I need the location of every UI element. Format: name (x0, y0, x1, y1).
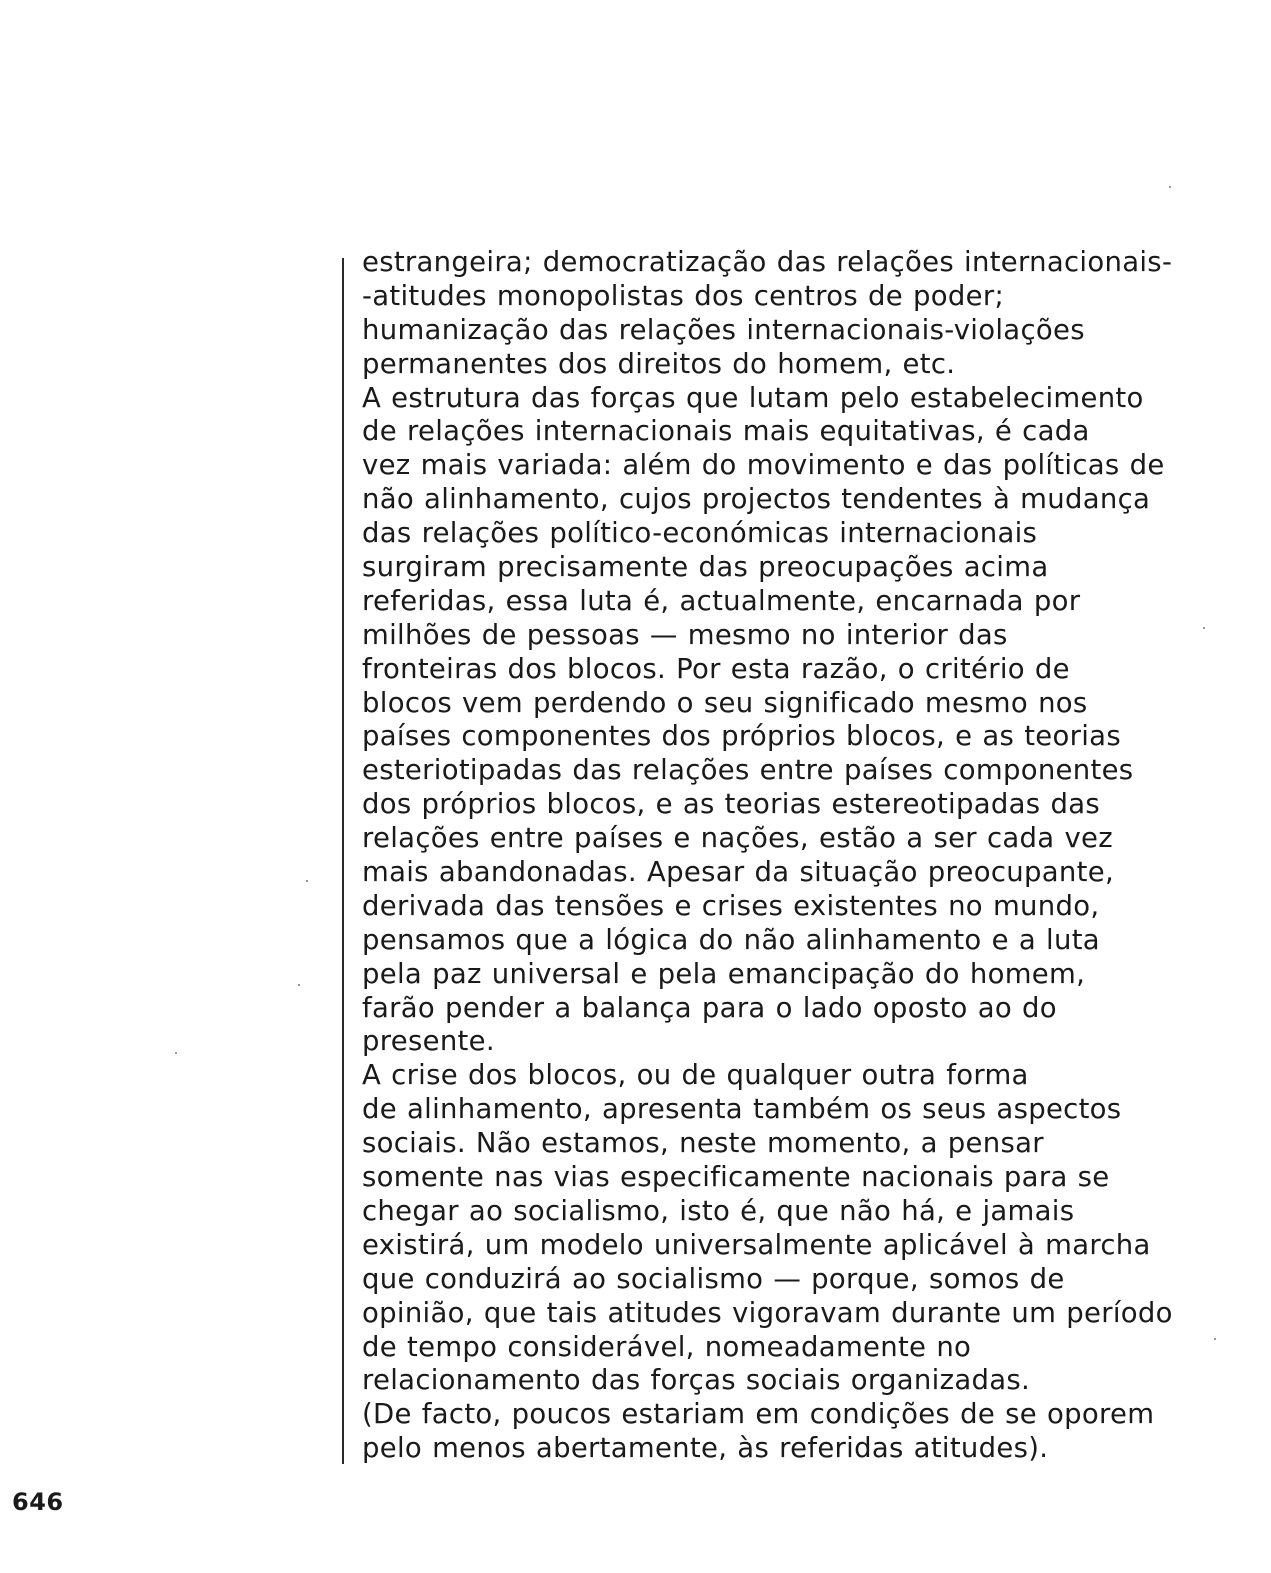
text-line: pelo menos abertamente, às referidas atitudes). (362, 1432, 1049, 1465)
scan-speck (298, 984, 300, 986)
scan-speck (306, 880, 308, 882)
text-line: presente. (362, 1025, 495, 1058)
text-line: opinião, que tais atitudes vigoravam durante um período (362, 1296, 1173, 1329)
text-line: surgiram precisamente das preocupações acima (362, 551, 1049, 584)
text-line: referidas, essa luta é, actualmente, encarnada por (362, 584, 1081, 617)
text-line: humanização das relações internacionais-violações (362, 313, 1085, 346)
scan-speck (1214, 1338, 1216, 1340)
text-line: A crise dos blocos, ou de qualquer outra forma (362, 1059, 1029, 1092)
text-line: blocos vem perdendo o seu significado mesmo nos (362, 686, 1088, 719)
text-line: somente nas vias especificamente nacionais para se (362, 1161, 1110, 1194)
text-line: dos próprios blocos, e as teorias estereotipadas das (362, 788, 1101, 821)
text-line: pensamos que a lógica do não alinhamento e a luta (362, 923, 1100, 956)
text-line: de alinhamento, apresenta também os seus aspectos (362, 1093, 1122, 1126)
body-text (362, 246, 1242, 1466)
text-line: milhões de pessoas — mesmo no interior das (362, 618, 1008, 651)
text-line: chegar ao socialismo, isto é, que não há, e jamais (362, 1194, 1075, 1227)
text-line: A estrutura das forças que lutam pelo estabelecimento (362, 381, 1144, 414)
text-line: não alinhamento, cujos projectos tendentes à mudança (362, 483, 1151, 516)
text-line: -atitudes monopolistas dos centros de poder; (362, 279, 1005, 312)
text-line: das relações político-económicas internacionais (362, 517, 1038, 550)
text-line: pela paz universal e pela emancipação do homem, (362, 957, 1086, 990)
text-line: derivada das tensões e crises existentes no mundo, (362, 889, 1100, 922)
text-line: estrangeira; democratização das relações internacionais- (362, 246, 1173, 278)
text-line: (De facto, poucos estariam em condições de se oporem (362, 1398, 1155, 1431)
text-line: esteriotipadas das relações entre países componentes (362, 754, 1134, 787)
text-line: mais abandonadas. Apesar da situação preocupante, (362, 856, 1114, 889)
text-line: farão pender a balança para o lado oposto ao do (362, 991, 1057, 1024)
text-line: sociais. Não estamos, neste momento, a pensar (362, 1127, 1044, 1160)
text-line: de relações internacionais mais equitativas, é cada (362, 415, 1090, 448)
margin-rule (342, 258, 344, 1464)
scan-speck (1203, 627, 1205, 629)
scan-speck (1169, 186, 1171, 188)
text-line: fronteiras dos blocos. Por esta razão, o critério de (362, 652, 1070, 685)
text-line: vez mais variada: além do movimento e das políticas de (362, 449, 1165, 482)
text-line: existirá, um modelo universalmente aplicável à marcha (362, 1228, 1151, 1261)
text-line: permanentes dos direitos do homem, etc. (362, 347, 956, 380)
scan-speck (175, 1052, 177, 1054)
text-line: relações entre países e nações, estão a ser cada vez (362, 822, 1113, 855)
text-line: países componentes dos próprios blocos, e as teorias (362, 720, 1121, 753)
page-number: 646 (12, 1488, 64, 1516)
text-line: relacionamento das forças sociais organizadas. (362, 1364, 1031, 1397)
text-line: que conduzirá ao socialismo — porque, somos de (362, 1262, 1065, 1295)
text-line: de tempo considerável, nomeadamente no (362, 1330, 972, 1363)
